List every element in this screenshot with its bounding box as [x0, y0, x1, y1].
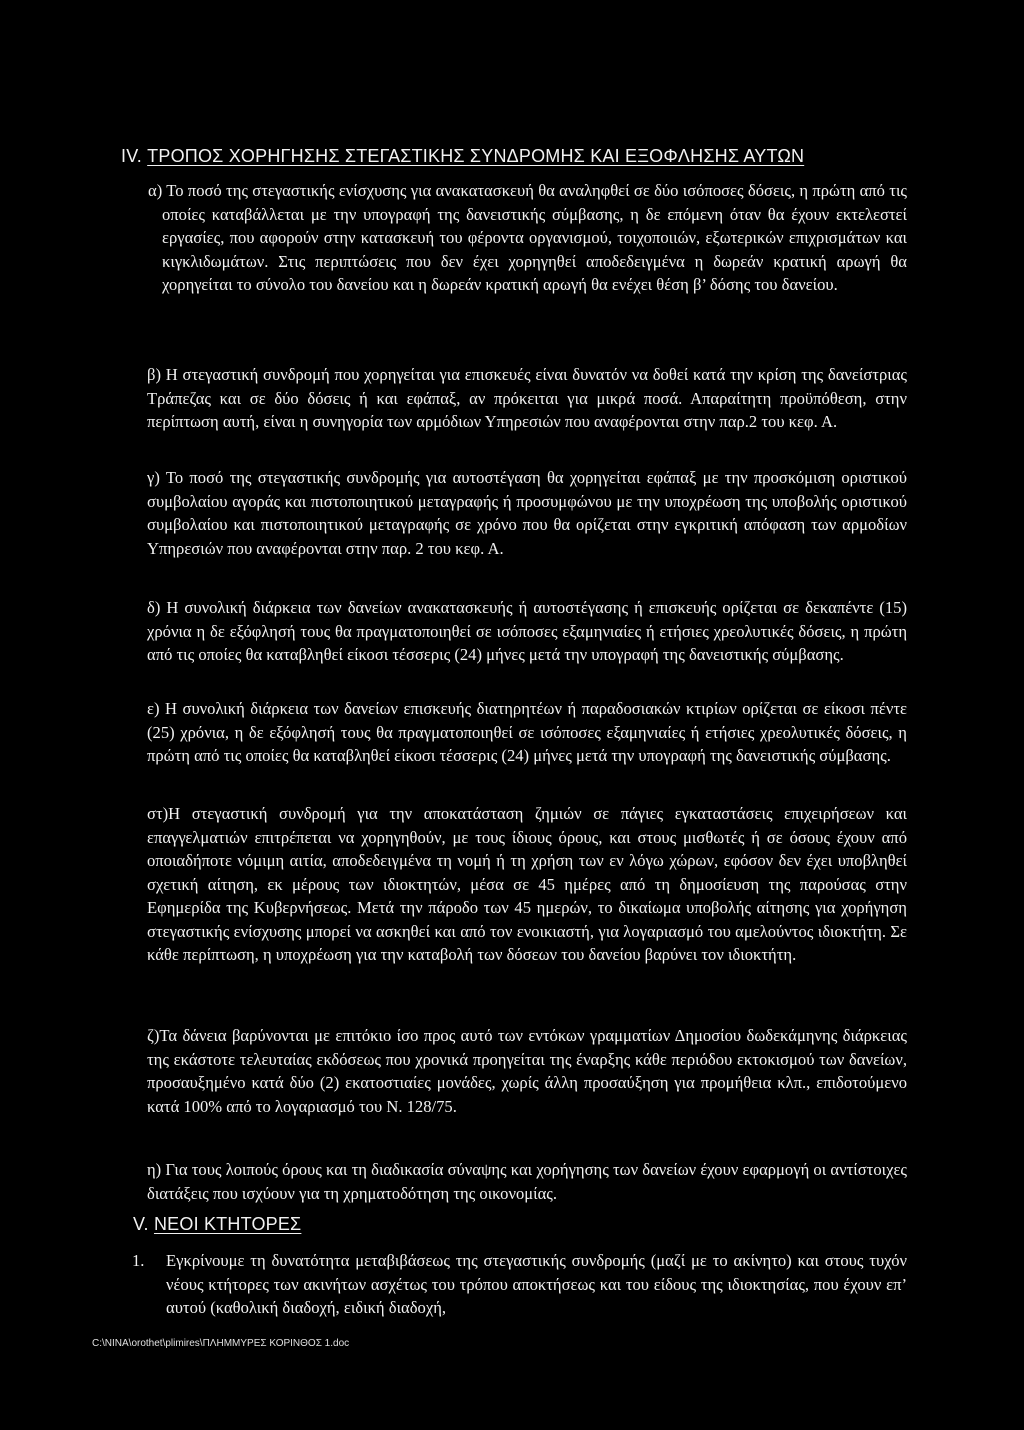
section-iv-title: ΤΡΟΠΟΣ ΧΟΡΗΓΗΣΗΣ ΣΤΕΓΑΣΤΙΚΗΣ ΣΥΝΔΡΟΜΗΣ ΚΑΙ ΕΞΟΦΛΗΣΗΣ ΑΥΤΩΝ [147, 146, 805, 166]
paragraph-a-text: α) Το ποσό της στεγαστικής ενίσχυσης για ανακατασκευή θα αναληφθεί σε δύο ισόποσες δόσεις, η πρώτη από τις οποίες καταβάλλεται με την υπογραφή της δανειστικής σύμβασης, η δε επόμενη όταν θα έχουν εκτελεστεί εργασίες, που αφορούν στην κατασκευή του φέροντα οργανισμού, τοιχοποιιών, εξωτερικών επιχρισμάτων και κιγκλιδωμάτων. Στις περιπτώσεις που δεν έχει χορηγηθεί αποδεδειγμένα η δωρεάν κρατική αρωγή θα χορηγείται το σύνολο του δανείου και η δωρεάν κρατική αρωγή θα ενέχει θέση β’ δόσης του δανείου. [148, 181, 907, 294]
section-iv-numeral: IV. [121, 146, 142, 166]
item-1-label: 1. [132, 1251, 145, 1270]
paragraph-st [147, 802, 907, 967]
numbered-item-1 [132, 1249, 907, 1320]
paragraph-d-text: δ) Η συνολική διάρκεια των δανείων ανακατασκευής ή αυτοστέγασης ή επισκευής ορίζεται σε δεκαπέντε (15) χρόνια η δε εξόφλησή τους θα πραγματοποιηθεί σε ισόποσες εξαμηνιαίες ή ετήσιες χρεολυτικές δόσεις, η πρώτη από τις οποίες θα καταβληθεί είκοσι τέσσερις (24) μήνες μετά την υπογραφή της δανειστικής σύμβασης. [147, 598, 907, 664]
section-v-heading [133, 1214, 301, 1235]
paragraph-b [147, 363, 907, 434]
paragraph-b-text: β) Η στεγαστική συνδρομή που χορηγείται για επισκευές είναι δυνατόν να δοθεί κατά την κρίση της δανείστριας Τράπεζας και σε δύο δόσεις ή και εφάπαξ, αν πρόκειται για μικρά ποσά. Απαραίτητη προϋπόθεση, στην περίπτωση αυτή, είναι η συνηγορία των αρμόδιων Υπηρεσιών που αναφέρονται στην παρ.2 του κεφ. Α. [147, 365, 907, 431]
item-1-text: Εγκρίνουμε τη δυνατότητα μεταβιβάσεως της στεγαστικής συνδρομής (μαζί με το ακίνητο) και στους τυχόν νέους κτήτορες των ακινήτων ασχέτως του τρόπου αποκτήσεως και του είδους της ιδιοκτησίας, που έχουν επ’ αυτού (καθολική διαδοχή, ειδική διαδοχή, [166, 1251, 907, 1317]
section-iv-heading [121, 146, 804, 167]
paragraph-z [147, 1024, 907, 1118]
paragraph-h-text: η) Για τους λοιπούς όρους και τη διαδικασία σύναψης και χορήγησης των δανείων έχουν εφαρμογή οι αντίστοιχες διατάξεις που ισχύουν για τη χρηματοδότηση της οικονομίας. [147, 1160, 907, 1203]
paragraph-c-text: γ) Το ποσό της στεγαστικής συνδρομής για αυτοστέγαση θα χορηγείται εφάπαξ με την προσκόμιση οριστικού συμβολαίου αγοράς και πιστοποιητικού μεταγραφής ή προσυμφώνου με την υποχρέωση της υποβολής οριστικού συμβολαίου και πιστοποιητικού μεταγραφής σε χρόνο που θα ορίζεται στην εγκριτική απόφαση των αρμοδίων Υπηρεσιών που αναφέρονται στην παρ. 2 του κεφ. Α. [147, 468, 907, 558]
paragraph-st-text: στ)Η στεγαστική συνδρομή για την αποκατάσταση ζημιών σε πάγιες εγκαταστάσεις επιχειρήσεων και επαγγελματιών επιτρέπεται να χορηγηθούν, με τους ίδιους όρους, και στους μισθωτές ή σε όσους έχουν από οποιαδήποτε νόμιμη αιτία, αποδεδειγμένα τη νομή ή τη χρήση των εν λόγω χώρων, εφόσον δεν έχει υποβληθεί σχετική αίτηση, εκ μέρους των ιδιοκτητών, μέσα σε 45 ημέρες από τη δημοσίευση της παρούσας στην Εφημερίδα της Κυβερνήσεως. Μετά την πάροδο των 45 ημερών, το δικαίωμα υποβολής αίτησης για χορήγηση στεγαστικής ενίσχυσης μπορεί να ασκηθεί και από τον ενοικιαστή, για λογαριασμό του αμελούντος ιδιοκτήτη. Σε κάθε περίπτωση, η υποχρέωση για την καταβολή των δόσεων του δανείου βαρύνει τον ιδιοκτήτη. [147, 804, 907, 964]
paragraph-z-text: ζ)Τα δάνεια βαρύνονται με επιτόκιο ίσο προς αυτό των εντόκων γραμματίων Δημοσίου δωδεκάμηνης διάρκειας της εκάστοτε τελευταίας εκδόσεως που χρονικά προηγείται της έναρξης κάθε περιόδου εκτοκισμού των δανείων, προσαυξημένο κατά δύο (2) εκατοστιαίες μονάδες, χωρίς άλλη προσαύξηση για προμήθεια κλπ., επιδοτούμενο κατά 100% από το λογαριασμό του Ν. 128/75. [147, 1026, 907, 1116]
section-v-title: ΝΕΟΙ ΚΤΗΤΟΡΕΣ [153, 1214, 302, 1234]
paragraph-a [148, 179, 907, 297]
paragraph-e [147, 697, 907, 768]
paragraph-d [147, 596, 907, 667]
paragraph-c [147, 466, 907, 560]
paragraph-e-text: ε) Η συνολική διάρκεια των δανείων επισκευής διατηρητέων ή παραδοσιακών κτιρίων ορίζεται σε είκοσι πέντε (25) χρόνια, η δε εξόφλησή τους θα πραγματοποιηθεί σε ισόποσες εξαμηνιαίες ή ετήσιες χρεολυτικές δόσεις, η πρώτη από τις οποίες θα καταβληθεί είκοσι τέσσερις (24) μήνες μετά την υπογραφή της δανειστικής σύμβασης. [147, 699, 907, 765]
section-v-numeral: V. [133, 1214, 149, 1234]
footer-file-path: C:\NINA\orothet\plimires\ΠΛΗΜΜΥΡΕΣ ΚΟΡΙΝΘΟΣ 1.doc [92, 1338, 350, 1349]
paragraph-h [147, 1158, 907, 1205]
